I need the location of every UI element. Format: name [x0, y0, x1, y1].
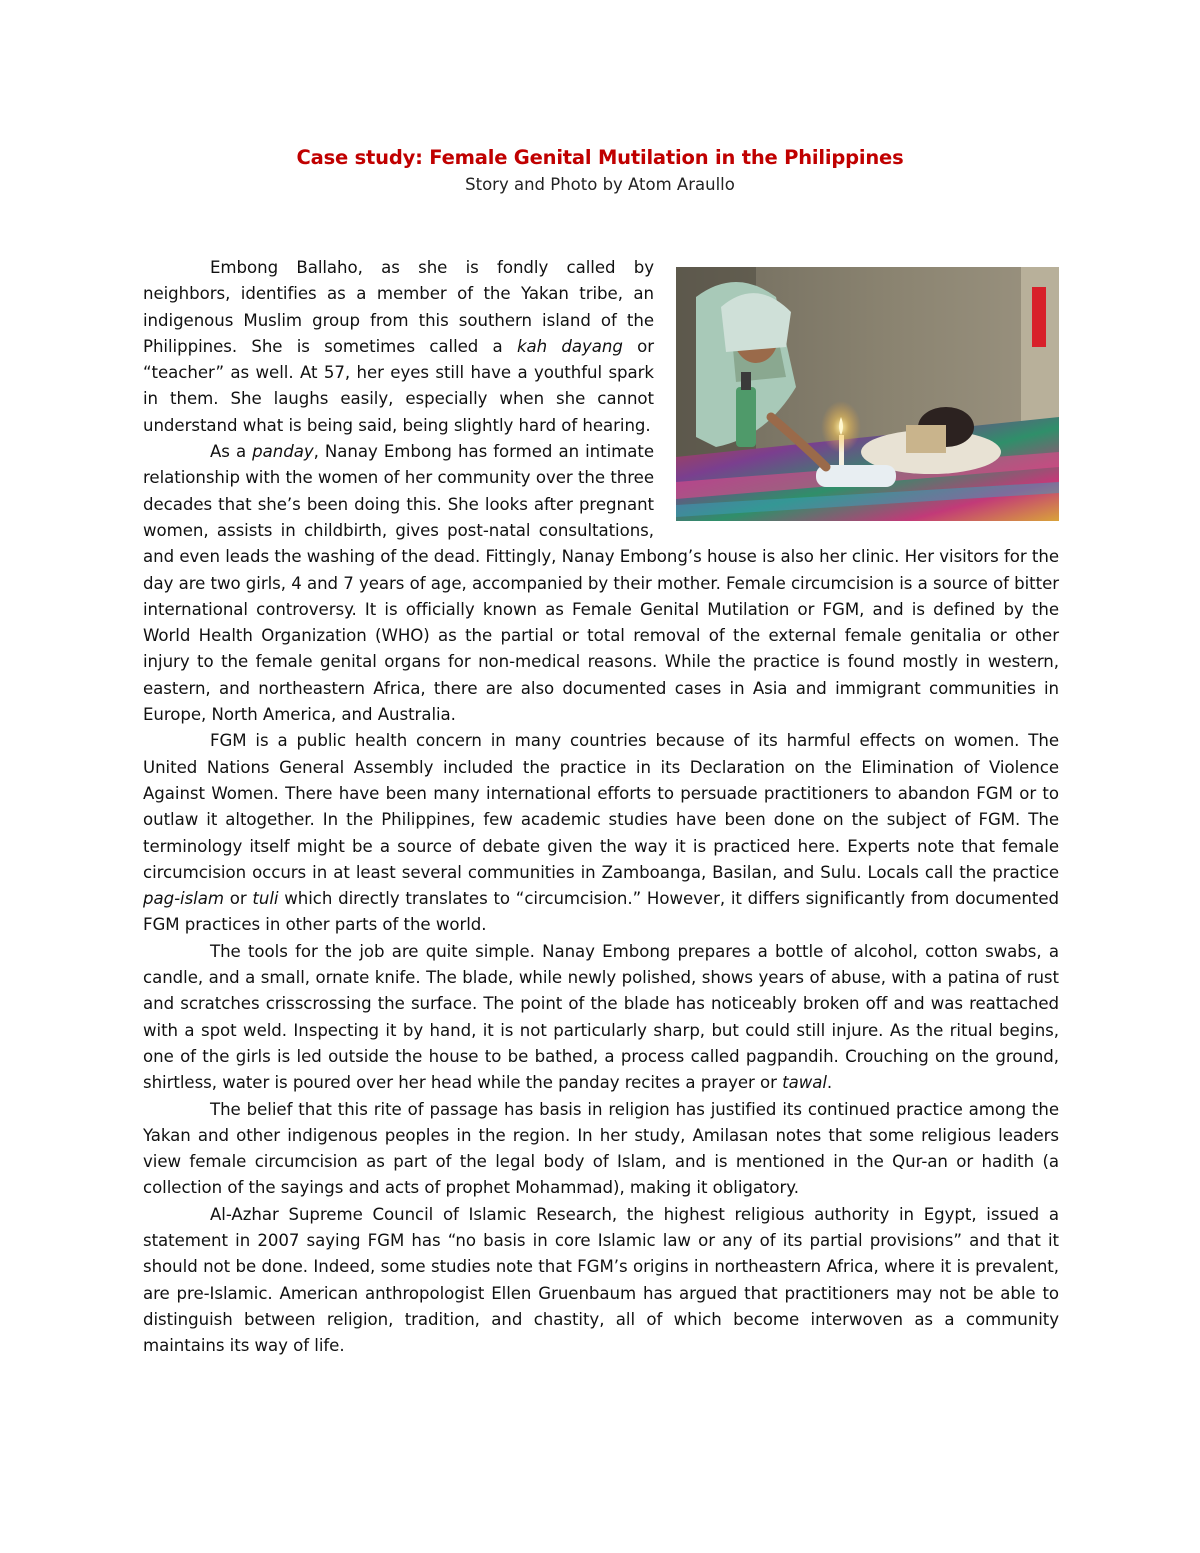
- paragraph-3: [143, 728, 1059, 938]
- text-run: Embong Ballaho, as she is fondly called by neighbors, identifies as a member of the Yakan tribe, an indigenous Muslim group from this southern island of the Philippines. She is sometimes called a: [143, 258, 654, 356]
- photo-illustration: [676, 267, 1059, 521]
- text-run: The tools for the job are quite simple. Nanay Embong prepares a bottle of alcohol, cotton swabs, a candle, and a small, ornate knife. The blade, while newly polished, shows years of abuse, with a patina of rust and scratches crisscrossing the surface. The point of the blade has noticeably broken off and was reattached with a spot weld. Inspecting it by hand, it is not particularly sharp, but could still injure. As the ritual begins, one of the girls is led outside the house to be bathed, a process called pagpandih. Crouching on the ground, shirtless, water is poured over her head while the panday recites a prayer or: [143, 941, 1059, 1093]
- text-run: As a: [210, 442, 253, 462]
- italic-term: pag-islam: [143, 889, 224, 909]
- document-title: Case study: Female Genital Mutilation in the Philippines: [296, 146, 904, 169]
- text-run: or: [223, 889, 253, 909]
- text-run: or “teacher” as well. At 57, her eyes still have a youthful spark in them. She laughs easily, especially when she cannot understand what is being said, being slightly hard of hearing.: [143, 336, 654, 435]
- italic-term: kah dayang: [516, 336, 623, 356]
- article-photo: [676, 267, 1059, 521]
- text-run: , Nanay Embong has formed an intimate relationship with the women of her community over the three decades that she’s been doing this. She looks after pregnant women, assists in childbirth, gives post-natal consultations, and even leads the washing of the dead. Fittingly, Nanay Embong’s house is also her clinic. Her visitors for the day are two girls, 4 and 7 years of age, accompanied by their mother. Female circumcision is a source of bitter international controversy. It is officially known as Female Genital Mutilation or FGM, and is defined by the World Health Organization (WHO) as the partial or total removal of the external female genitalia or other injury to the female genital organs for non-medical reasons. While the practice is found mostly in western, eastern, and northeastern Africa, there are also documented cases in Asia and immigrant communities in Europe, North America, and Australia.: [143, 442, 1060, 725]
- paragraph-4: [143, 939, 1059, 1097]
- text-run: which directly translates to “circumcision.” However, it differs significantly from documented FGM practices in other parts of the world.: [143, 889, 1059, 935]
- text-run: Al-Azhar Supreme Council of Islamic Research, the highest religious authority in Egypt, issued a statement in 2007 saying FGM has “no basis in core Islamic law or any of its partial provisions” and that it should not be done. Indeed, some studies note that FGM’s origins in northeastern Africa, where it is prevalent, are pre-Islamic. American anthropologist Ellen Gruenbaum has argued that practitioners may not be able to distinguish between religion, tradition, and chastity, all of which become interwoven as a community maintains its way of life.: [143, 1204, 1059, 1356]
- italic-term: tuli: [252, 889, 279, 909]
- italic-term: tawal: [782, 1073, 827, 1093]
- article-body: [143, 255, 1059, 1359]
- italic-term: panday: [252, 442, 314, 462]
- text-run: The belief that this rite of passage has basis in religion has justified its continued practice among the Yakan and other indigenous peoples in the region. In her study, Amilasan notes that some religious leaders view female circumcision as part of the legal body of Islam, and is mentioned in the Qur-an or hadith (a collection of the sayings and acts of prophet Mohammad), making it obligatory.: [143, 1099, 1059, 1198]
- text-run: .: [826, 1073, 833, 1093]
- paragraph-5: [143, 1097, 1059, 1202]
- paragraph-6: [143, 1202, 1059, 1360]
- byline: Story and Photo by Atom Araullo: [465, 175, 735, 194]
- text-run: FGM is a public health concern in many countries because of its harmful effects on women. The United Nations General Assembly included the practice in its Declaration on the Elimination of Violence Against Women. There have been many international efforts to persuade practitioners to abandon FGM or to outlaw it altogether. In the Philippines, few academic studies have been done on the subject of FGM. The terminology itself might be a source of debate given the way it is practiced here. Experts note that female circumcision occurs in at least several communities in Zamboanga, Basilan, and Sulu. Locals call the practice: [143, 731, 1059, 882]
